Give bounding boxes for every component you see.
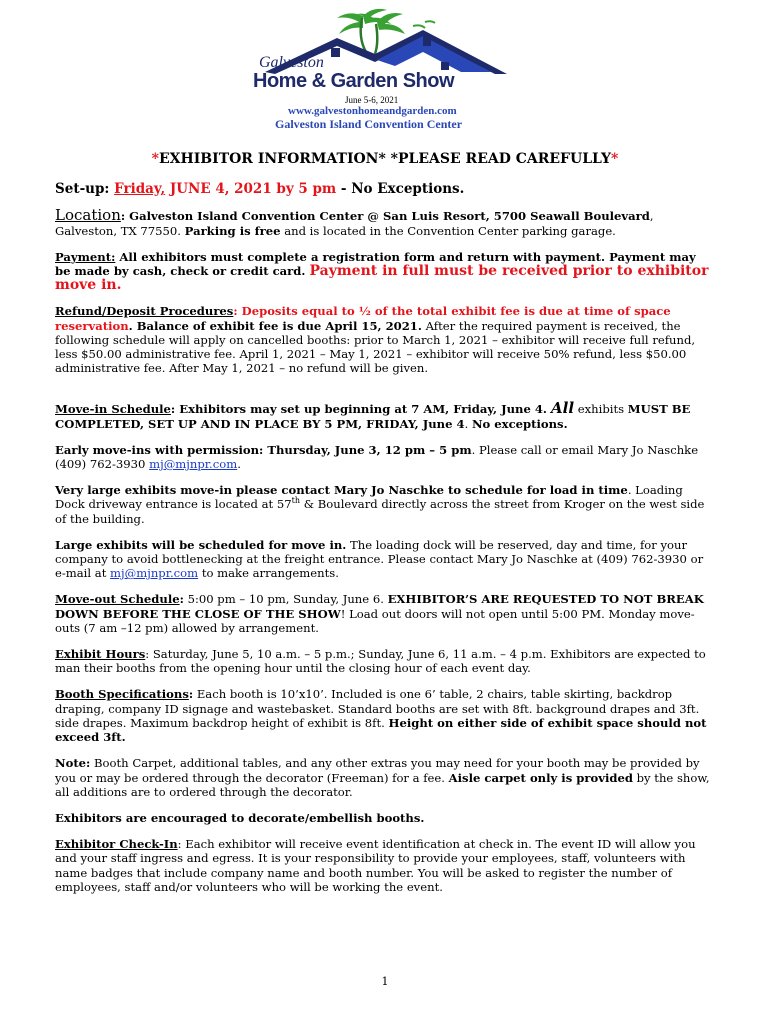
large2-rest: The loading dock will be reserved, day and time, for your company to avoid bottlenecking at the freight entrance. Please contact Mary Jo Naschke at (409) 762-3930 or e-mail at [55, 537, 704, 581]
booth-rest: Each booth is 10’x10’. Included is one 6’ table, 2 chairs, table skirting, backdrop draping, company ID signage and wastebasket. Standard booths are set with 8ft. background drapes and 3ft. side drapes. Maximum backdrop height of exhibit is 8ft. [55, 687, 700, 730]
title-text: EXHIBITOR INFORMATION* *PLEASE READ CAREFULLY [159, 151, 611, 167]
location-bold: : Galveston Island Convention Center @ San Luis Resort, 5700 Seawall Boulevard [120, 209, 650, 224]
setup-date: JUNE 4, 2021 by 5 pm [165, 181, 337, 198]
setup-paragraph [55, 182, 715, 196]
refund-paragraph [55, 304, 715, 375]
moveout-colon: : [179, 592, 184, 607]
parking-bold: Parking is free [184, 223, 281, 238]
note-paragraph [55, 756, 715, 799]
location-paragraph [55, 208, 715, 237]
location-rest1: , Galveston, TX 77550. [55, 209, 654, 238]
decorate-paragraph: Exhibitors are encouraged to decorate/embellish booths. [55, 810, 425, 825]
large1-bold: Very large exhibits move-in please contact Mary Jo Naschke to schedule for load in time [55, 483, 628, 498]
payment-label: Payment: [55, 249, 116, 264]
hours-paragraph [55, 647, 715, 675]
early-bold: Early move-ins with permission: Thursday, June 3, 12 pm – 5 pm [55, 442, 472, 457]
booth-colon: : [188, 687, 194, 702]
movein-bold3: No exceptions. [471, 416, 568, 431]
checkin-label: Exhibitor Check-In [55, 837, 178, 852]
logo-website[interactable]: www.galvestonhomeandgarden.com [288, 105, 457, 117]
title-star-close: * [611, 151, 619, 167]
early-email-link[interactable]: mj@mjnpr.com [149, 457, 238, 472]
large1-rest1: . Loading Dock driveway entrance is located at 57 [55, 483, 683, 512]
show-logo [245, 6, 525, 131]
setup-rest: - No Exceptions. [336, 181, 465, 198]
location-label: Location [55, 206, 121, 225]
checkin-paragraph [55, 837, 715, 894]
checkin-rest: : Each exhibitor will receive event identification at check in. The event ID will allow you and your staff ingress and egress. It is your responsibility to provide your employees, staff, volunteers with name badges that include company name and booth number. You will be asked to register the number of employees, staff and/or volunteers who will be working the event. [55, 837, 696, 894]
moveout-label: Move-out Schedule [55, 592, 180, 607]
movein-bold2: MUST BE COMPLETED, SET UP AND IN PLACE BY 5 PM, FRIDAY, June 4 [55, 402, 691, 431]
note-label: Note: [55, 756, 91, 771]
booth-paragraph [55, 687, 715, 744]
title-star-open: * [151, 151, 159, 167]
moveout-bold2: EXHIBITOR’S ARE REQUESTED TO NOT BREAK DOWN BEFORE THE CLOSE OF THE SHOW [55, 592, 704, 621]
refund-red: : Deposits equal to ½ of the total exhibit fee is due at time of space reservation [55, 304, 671, 333]
refund-bold: . Balance of exhibit fee is due April 15, 2021. [128, 318, 422, 333]
logo-show-name: Home & Garden Show [253, 70, 455, 92]
page-title [55, 152, 715, 166]
early-rest: . Please call or email Mary Jo Naschke (409) 762-3930 [55, 442, 699, 472]
moveout-rest: ! Load out doors will not open until 5:00 PM. Monday move-outs (7 am –12 pm) allowed by arrangement. [55, 606, 695, 635]
note-bold: Aisle carpet only is provided [448, 770, 633, 785]
large1-sup: th [291, 496, 301, 506]
location-rest2: and is located in the Convention Center parking garage. [280, 223, 616, 238]
logo-city: Galveston [259, 54, 324, 71]
large-exhibits-paragraph [55, 483, 715, 526]
large2-email-link[interactable]: mj@mjnpr.com [110, 566, 199, 581]
large2-end: to make arrangements. [198, 566, 339, 581]
movein-plain2: . [464, 416, 472, 431]
payment-paragraph [55, 250, 715, 293]
hours-label: Exhibit Hours [55, 647, 146, 662]
note-rest1: Booth Carpet, additional tables, and any other extras you may need for your booth may be provided by you or may be ordered through the decorator (Freeman) for a fee. [55, 756, 700, 785]
movein-bold1: : Exhibitors may set up beginning at 7 AM, Friday, June 4. [170, 402, 552, 417]
early-paragraph [55, 443, 715, 471]
note-rest2: by the show, all additions are to ordered through the decorator. [55, 770, 710, 799]
refund-label: Refund/Deposit Procedures [55, 304, 234, 319]
setup-label: Set-up: [55, 181, 110, 198]
movein-all: All [551, 399, 575, 418]
document-body [55, 152, 715, 906]
logo-venue: Galveston Island Convention Center [275, 117, 463, 131]
logo-date: June 5-6, 2021 [345, 95, 399, 105]
large2-bold: Large exhibits will be scheduled for move in. [55, 537, 347, 552]
hours-rest: : Saturday, June 5, 10 a.m. – 5 p.m.; Sunday, June 6, 11 a.m. – 4 p.m. Exhibitors are expected to man their booths from the opening hour until the closing hour of each event day. [55, 647, 706, 676]
payment-bold: All exhibitors must complete a registration form and return with payment. Payment may be made by cash, check or credit card. [55, 249, 696, 279]
setup-day: Friday, [114, 181, 166, 198]
refund-rest: After the required payment is received, the following schedule will apply on cancelled booths: prior to March 1, 2021 – exhibitor will receive full refund, less $50.00 administrative fee. April 1, 2021 – May 1, 2021 – exhibitor will receive 50% refund, less $50.00 administrative fee. After May 1, 2021 – no refund will be given. [55, 318, 696, 376]
large1-rest2: & Boulevard directly across the street from Kroger on the west side of the building. [55, 497, 705, 526]
movein-label: Move-in Schedule [55, 402, 171, 417]
movein-paragraph [55, 401, 715, 430]
page-number: 1 [381, 975, 389, 988]
booth-bold2: Height on either side of exhibit space should not exceed 3ft. [55, 715, 707, 745]
large-schedule-paragraph [55, 538, 715, 581]
movein-plain1: exhibits [574, 402, 628, 417]
early-end: . [237, 457, 241, 472]
booth-label: Booth Specifications [55, 687, 189, 702]
moveout-paragraph [55, 592, 715, 635]
moveout-plain1: 5:00 pm – 10 pm, Sunday, June 6. [183, 592, 388, 607]
payment-red: Payment in full must be received prior to exhibitor move in. [55, 263, 709, 294]
